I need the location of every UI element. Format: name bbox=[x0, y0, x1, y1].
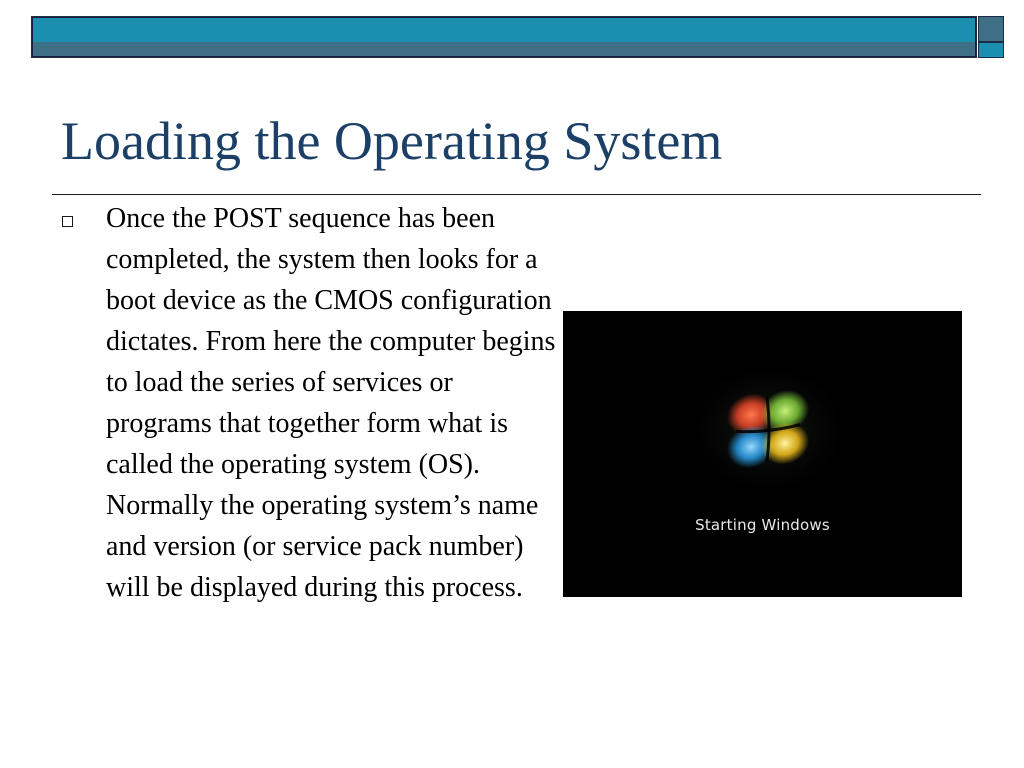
starting-windows-caption: Starting Windows bbox=[695, 516, 830, 534]
slide-title: Loading the Operating System bbox=[61, 111, 723, 171]
title-divider bbox=[52, 194, 981, 195]
bullet-square-icon bbox=[62, 216, 73, 227]
header-band-upper bbox=[33, 18, 975, 42]
header-corner-square-top bbox=[978, 16, 1004, 42]
header-corner-square-bottom bbox=[978, 42, 1004, 58]
header-band-lower bbox=[33, 42, 975, 56]
windows-logo-icon bbox=[563, 311, 962, 597]
bullet-text: Once the POST sequence has been completed, the system then looks for a boot device as the CMOS configuration dictates. From here the computer begins to load the series of services or programs that together form what is called the operating system (OS). Normally the operating system’s name and version (or service pack number) will be displayed during this process. bbox=[106, 203, 556, 603]
header-band bbox=[31, 16, 977, 58]
boot-screen-image bbox=[563, 311, 962, 597]
